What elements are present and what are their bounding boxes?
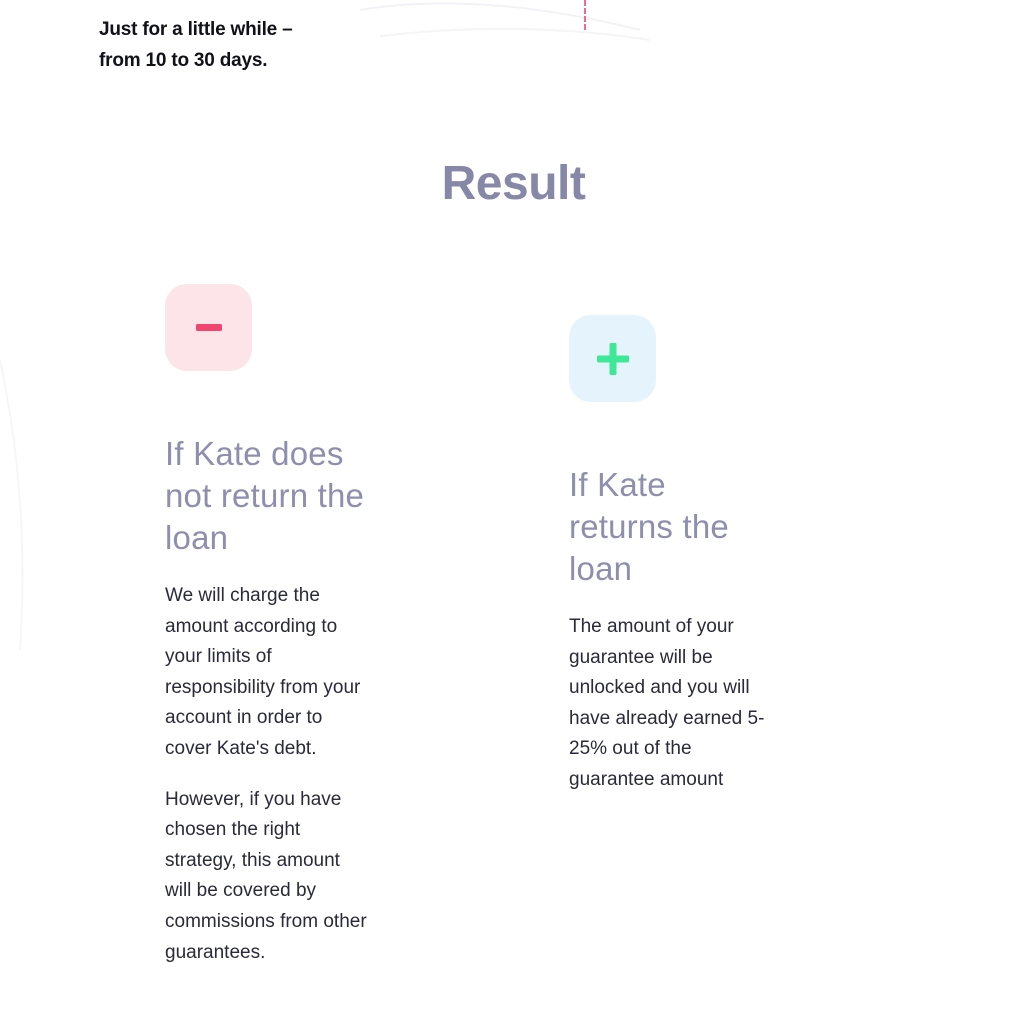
result-card-returned — [569, 315, 809, 796]
card-title-line: not return the — [165, 477, 365, 514]
section-title: Result — [441, 157, 586, 210]
paragraph-line: unlocked and you will — [569, 677, 750, 699]
card-title-line: loan — [165, 519, 229, 556]
top-note-line: from 10 to 30 days. — [99, 50, 268, 71]
card-title — [569, 464, 769, 590]
paragraph-line: chosen the right — [165, 819, 301, 841]
paragraph-line: guarantee amount — [569, 768, 724, 790]
paragraph-line: 25% out of the — [569, 738, 692, 760]
card-paragraph — [165, 581, 405, 765]
paragraph-line: responsibility from your — [165, 676, 361, 698]
minus-icon — [165, 284, 252, 371]
dashed-connector — [584, 0, 588, 30]
paragraph-line: have already earned 5- — [569, 707, 765, 729]
plus-icon — [569, 315, 656, 402]
paragraph-line: strategy, this amount — [165, 849, 340, 871]
card-title-line: returns the — [569, 508, 729, 545]
card-title-line: If Kate — [569, 466, 666, 503]
paragraph-line: account in order to — [165, 707, 323, 729]
card-paragraph — [165, 785, 405, 969]
card-title-line: If Kate does — [165, 435, 344, 472]
paragraph-line: guarantees. — [165, 941, 266, 963]
paragraph-line: amount according to — [165, 615, 338, 637]
paragraph-line: will be covered by — [165, 880, 317, 902]
card-title-line: loan — [569, 550, 633, 587]
paragraph-line: We will charge the — [165, 585, 320, 606]
card-paragraph — [569, 612, 809, 796]
result-card-not-returned — [165, 284, 405, 968]
card-title — [165, 433, 405, 559]
top-note-line: Just for a little while – — [99, 19, 293, 40]
paragraph-line: your limits of — [165, 646, 272, 668]
paragraph-line: guarantee will be — [569, 646, 713, 668]
paragraph-line: However, if you have — [165, 788, 342, 810]
paragraph-line: commissions from other — [165, 910, 367, 932]
top-note — [99, 14, 359, 76]
paragraph-line: cover Kate's debt. — [165, 737, 317, 759]
paragraph-line: The amount of your — [569, 616, 734, 637]
